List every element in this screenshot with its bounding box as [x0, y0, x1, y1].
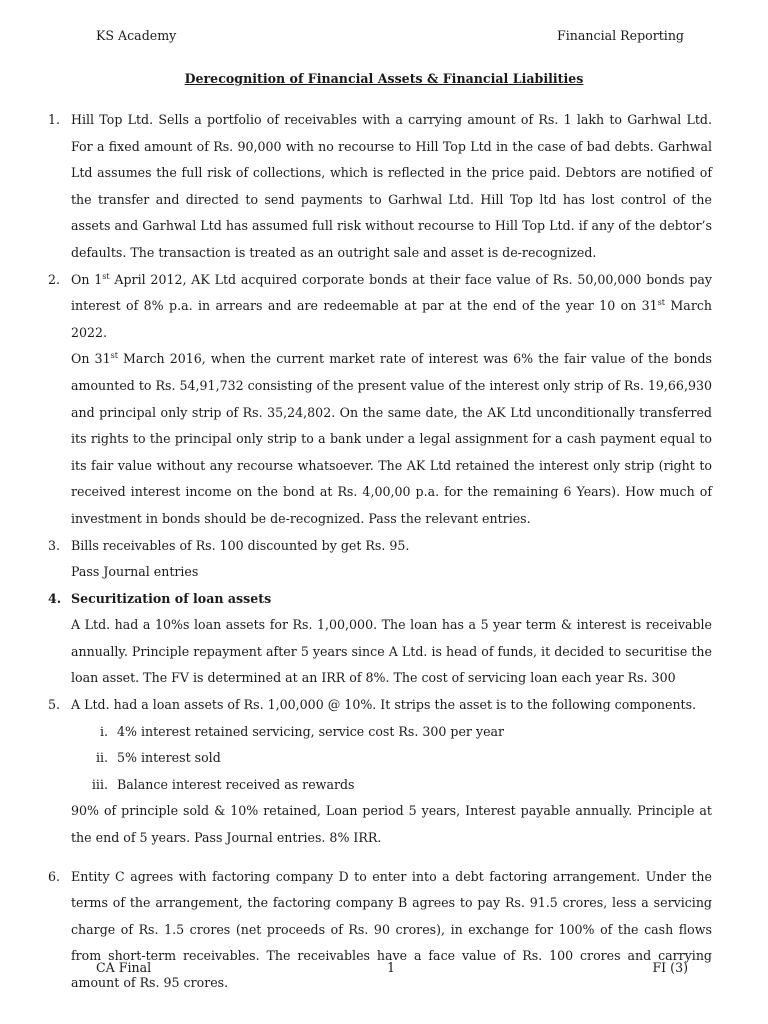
question-6 — [48, 864, 712, 997]
header-right: Financial Reporting — [557, 28, 684, 43]
page-number: 1 — [387, 960, 396, 975]
question-5 — [48, 692, 712, 719]
list-item-number: i. — [99, 723, 108, 739]
spacer — [48, 852, 712, 864]
question-number: 2. — [48, 271, 61, 287]
document-body — [48, 107, 712, 997]
list-item-text: 5% interest sold — [117, 750, 221, 766]
list-item — [48, 745, 712, 772]
question-text: On 31st March 2016, when the current market rate of interest was 6% the fair value of the bonds amounted to Rs. 54,91,732 consisting of the present value of the interest only strip of Rs. 19,66,930 and principal only strip of Rs. 35,24,802. On the same date, the AK Ltd unconditionally transferred its rights to the principal only strip to a bank under a legal assignment for a cash payment equal to its fair value without any recourse whatsoever. The AK Ltd retained the interest only strip (right to received interest income on the bond at Rs. 4,00,00 p.a. for the remaining 6 Years). How much of investment in bonds should be de-recognized. Pass the relevant entries. — [71, 351, 713, 526]
list-item-number: ii. — [95, 750, 108, 766]
question-1 — [48, 107, 712, 267]
question-number: 1. — [48, 112, 61, 127]
page-title: Derecognition of Financial Assets & Financial Liabilities — [184, 71, 584, 86]
question-number: 4. — [48, 590, 62, 606]
question-text: Entity C agrees with factoring company D to enter into a debt factoring arrangement. Under the terms of the arrangement, the factoring company B agrees to pay Rs. 91.5 crores, less a servicing charge of Rs. 1.5 crores (net proceeds of Rs. 90 crores), in exchange for 100% of the cash flows from short-term receivables. The receivables have a face value of Rs. 100 crores and carrying amount of Rs. 95 crores. — [71, 868, 712, 990]
question-text: 90% of principle sold & 10% retained, Loan period 5 years, Interest payable annually. Principle at the end of 5 years. Pass Journal entries. 8% IRR. — [71, 803, 712, 846]
list-item — [48, 772, 712, 799]
question-2 — [48, 267, 712, 533]
question-text: A Ltd. had a loan assets of Rs. 1,00,000 @ 10%. It strips the asset is to the following components. — [71, 697, 697, 713]
footer-right: FI (3) — [652, 960, 688, 975]
question-number: 3. — [48, 537, 61, 553]
question-number: 6. — [48, 868, 61, 884]
question-4 — [48, 586, 712, 692]
header-left: KS Academy — [96, 28, 177, 43]
footer-left: CA Final — [96, 960, 152, 975]
question-number: 5. — [48, 697, 61, 713]
question-3 — [48, 533, 712, 586]
list-item — [48, 719, 712, 746]
question-instruction: Pass Journal entries — [71, 564, 199, 580]
question-5-continued — [48, 798, 712, 851]
question-text: Bills receivables of Rs. 100 discounted by get Rs. 95. — [71, 537, 410, 553]
question-text: A Ltd. had a 10%s loan assets for Rs. 1,00,000. The loan has a 5 year term & interest is receivable annually. Principle repayment after 5 years since A Ltd. is head of funds, it decided to securitise the loan asset. The FV is determined at an IRR of 8%. The cost of servicing loan each year Rs. 300 — [71, 617, 712, 686]
list-item-text: 4% interest retained servicing, service cost Rs. 300 per year — [117, 723, 505, 739]
question-text: On 1st April 2012, AK Ltd acquired corporate bonds at their face value of Rs. 50,00,000 bonds pay interest of 8% p.a. in arrears and are redeemable at par at the end of the year 10 on 31st March 2022. — [71, 271, 713, 340]
question-text: Hill Top Ltd. Sells a portfolio of receivables with a carrying amount of Rs. 1 lakh to Garhwal Ltd. For a fixed amount of Rs. 90,000 with no recourse to Hill Top Ltd in the case of bad debts. Garhwal Ltd assumes the full risk of collections, which is reflected in the price paid. Debtors are notified of the transfer and directed to send payments to Garhwal Ltd. Hill Top ltd has lost control of the assets and Garhwal Ltd has assumed full risk without recourse to Hill Top Ltd. if any of the debtor’s defaults. The transaction is treated as an outright sale and asset is de-recognized. — [71, 112, 712, 260]
list-item-text: Balance interest received as rewards — [117, 776, 355, 792]
question-heading: Securitization of loan assets — [71, 590, 272, 606]
list-item-number: iii. — [91, 776, 108, 792]
